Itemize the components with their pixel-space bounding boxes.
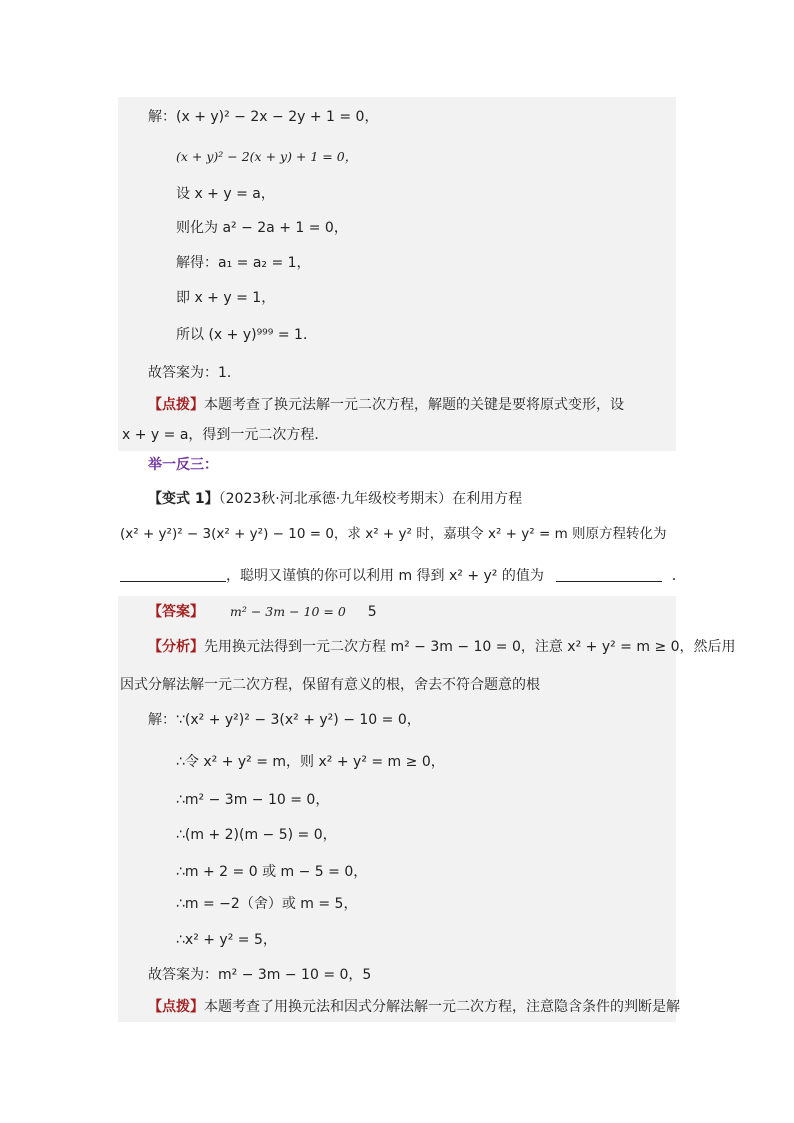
comment-tag: 【点拨】 bbox=[148, 999, 204, 1015]
answer-equation: m² − 3m − 10 = 0 bbox=[230, 604, 346, 619]
analysis-text: 先用换元法得到一元二次方程 m² − 3m − 10 = 0，注意 x² + y² = m ≥ 0，然后用 bbox=[204, 639, 736, 655]
comment-line bbox=[148, 395, 624, 415]
answer-value: 5 bbox=[367, 604, 377, 620]
solution-line: 所以 (x + y)⁹⁹⁹ = 1． bbox=[176, 327, 317, 343]
comment-tag: 【点拨】 bbox=[148, 397, 204, 413]
solution-line: 解：∵(x² + y²)² − 3(x² + y²) − 10 = 0， bbox=[148, 712, 421, 728]
solution-line: ∴令 x² + y² = m，则 x² + y² = m ≥ 0， bbox=[176, 754, 445, 770]
answer-line bbox=[148, 602, 377, 622]
comment-text: 本题考查了用换元法和因式分解法解一元二次方程，注意隐含条件的判断是解 bbox=[204, 999, 680, 1015]
answer-blank-2[interactable] bbox=[556, 567, 662, 582]
variant-line bbox=[148, 489, 522, 509]
solution-line: ∴m = −2（舍）或 m = 5， bbox=[176, 896, 358, 912]
answer-blank-1[interactable] bbox=[120, 567, 226, 582]
solution-line: 设 x + y = a， bbox=[176, 186, 275, 202]
comment-line bbox=[148, 997, 680, 1017]
answer-line: 故答案为：1． bbox=[148, 365, 241, 381]
solution-line: (x + y)² − 2(x + y) + 1 = 0， bbox=[176, 149, 358, 164]
analysis-line bbox=[148, 637, 736, 657]
variant-source: （2023秋·河北承德·九年级校考期末）在利用方程 bbox=[218, 491, 523, 507]
answer-tag: 【答案】 bbox=[148, 604, 204, 620]
analysis-tag: 【分析】 bbox=[148, 639, 204, 655]
analysis-line-2: 因式分解法解一元二次方程，保留有意义的根，舍去不符合题意的根 bbox=[120, 677, 540, 693]
solution-line: ∴m² − 3m − 10 = 0， bbox=[176, 792, 330, 808]
solution-line: 则化为 a² − 2a + 1 = 0， bbox=[176, 220, 348, 236]
variant-mid-text: ，聪明又谨慎的你可以利用 m 得到 x² + y² 的值为 bbox=[226, 568, 544, 584]
variant-blank-line bbox=[120, 566, 686, 586]
comment-line-2: x + y = a，得到一元二次方程． bbox=[122, 427, 329, 443]
solution-line: 即 x + y = 1， bbox=[176, 290, 276, 306]
solution-line: ∴m + 2 = 0 或 m − 5 = 0， bbox=[176, 864, 368, 880]
solution-line: ∴(m + 2)(m − 5) = 0， bbox=[176, 827, 337, 843]
variant-equation-line: (x² + y²)² − 3(x² + y²) − 10 = 0，求 x² + y² 时，嘉琪令 x² + y² = m 则原方程转化为 bbox=[120, 526, 667, 542]
section-heading: 举一反三： bbox=[148, 457, 218, 473]
variant-end: ． bbox=[671, 568, 686, 584]
answer-line: 故答案为：m² − 3m − 10 = 0，5 bbox=[148, 967, 372, 983]
comment-text: 本题考查了换元法解一元二次方程，解题的关键是要将原式变形，设 bbox=[204, 397, 624, 413]
solution-line: ∴x² + y² = 5， bbox=[176, 932, 277, 948]
solution-line: 解得：a₁ = a₂ = 1， bbox=[176, 255, 311, 271]
variant-tag: 【变式 1】 bbox=[148, 491, 219, 507]
solution-line: 解：(x + y)² − 2x − 2y + 1 = 0， bbox=[148, 109, 379, 125]
